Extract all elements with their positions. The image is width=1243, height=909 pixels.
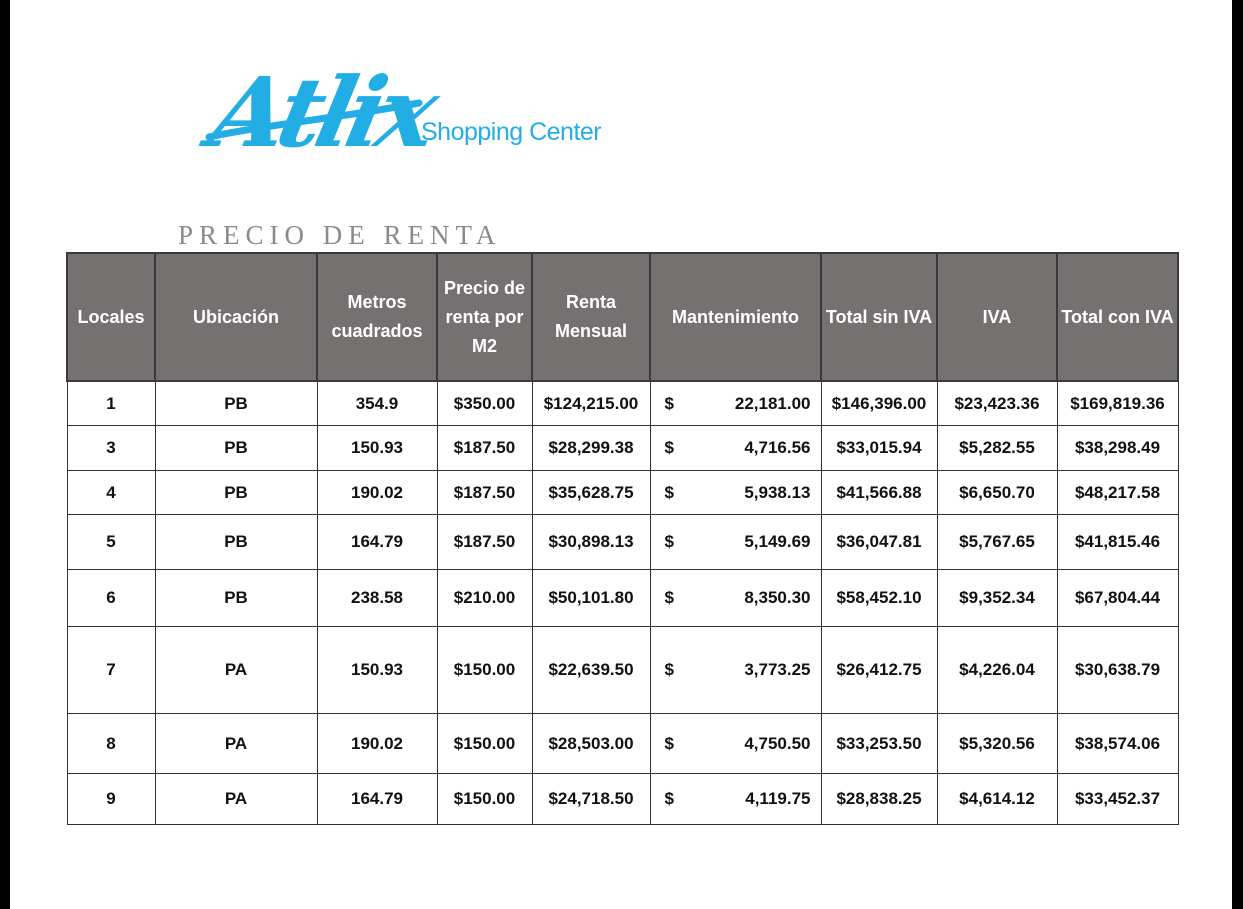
- page-title: PRECIO DE RENTA: [178, 220, 502, 250]
- cell-renta: $22,639.50: [532, 627, 650, 714]
- cell-metros: 150.93: [317, 426, 437, 471]
- cell-precio-m2: $187.50: [437, 471, 532, 515]
- cell-local: 7: [67, 627, 155, 714]
- table-row: [67, 774, 1178, 825]
- cell-ubicacion: PA: [155, 627, 317, 714]
- cell-ubicacion: PB: [155, 426, 317, 471]
- cell-iva: $23,423.36: [937, 381, 1057, 426]
- cell-mantenimiento: [650, 515, 821, 570]
- cell-iva: $6,650.70: [937, 471, 1057, 515]
- cell-renta: $24,718.50: [532, 774, 650, 825]
- header-total-con-iva: Total con IVA: [1057, 253, 1178, 381]
- cell-local: 5: [67, 515, 155, 570]
- cell-precio-m2: $150.00: [437, 714, 532, 774]
- currency-symbol: $: [664, 660, 674, 679]
- cell-precio-m2: $187.50: [437, 426, 532, 471]
- cell-iva: $5,282.55: [937, 426, 1057, 471]
- header-ubicacion: Ubicación: [155, 253, 317, 381]
- cell-metros: 190.02: [317, 714, 437, 774]
- cell-metros: 354.9: [317, 381, 437, 426]
- currency-symbol: $: [664, 588, 674, 607]
- currency-symbol: $: [664, 789, 674, 808]
- document-page: [10, 0, 1232, 909]
- header-precio-m2: Precio de renta por M2: [437, 253, 532, 381]
- cell-mantenimiento: [650, 471, 821, 515]
- cell-renta: $35,628.75: [532, 471, 650, 515]
- cell-precio-m2: $150.00: [437, 627, 532, 714]
- cell-total-sin-iva: $41,566.88: [821, 471, 937, 515]
- cell-renta: $30,898.13: [532, 515, 650, 570]
- cell-iva: $5,320.56: [937, 714, 1057, 774]
- cell-mantenimiento: [650, 627, 821, 714]
- cell-ubicacion: PA: [155, 714, 317, 774]
- table-row: [67, 570, 1178, 627]
- header-metros: Metros cuadrados: [317, 253, 437, 381]
- table-row: [67, 515, 1178, 570]
- mantenimiento-value: 5,149.69: [744, 532, 811, 551]
- cell-mantenimiento: [650, 714, 821, 774]
- cell-local: 1: [67, 381, 155, 426]
- cell-mantenimiento: [650, 381, 821, 426]
- cell-total-sin-iva: $26,412.75: [821, 627, 937, 714]
- cell-total-con-iva: $67,804.44: [1057, 570, 1178, 627]
- cell-ubicacion: PB: [155, 570, 317, 627]
- cell-iva: $4,614.12: [937, 774, 1057, 825]
- mantenimiento-value: 3,773.25: [744, 660, 811, 679]
- cell-precio-m2: $210.00: [437, 570, 532, 627]
- cell-total-con-iva: $169,819.36: [1057, 381, 1178, 426]
- table-row: [67, 426, 1178, 471]
- header-renta: Renta Mensual: [532, 253, 650, 381]
- currency-symbol: $: [664, 733, 674, 753]
- cell-precio-m2: $150.00: [437, 774, 532, 825]
- currency-symbol: $: [664, 482, 674, 502]
- table-row: [67, 714, 1178, 774]
- cell-mantenimiento: [650, 570, 821, 627]
- mantenimiento-value: 4,716.56: [744, 438, 811, 457]
- cell-renta: $124,215.00: [532, 381, 650, 426]
- header-iva: IVA: [937, 253, 1057, 381]
- cell-local: 9: [67, 774, 155, 825]
- cell-iva: $9,352.34: [937, 570, 1057, 627]
- cell-ubicacion: PB: [155, 515, 317, 570]
- cell-total-con-iva: $48,217.58: [1057, 471, 1178, 515]
- cell-local: 3: [67, 426, 155, 471]
- mantenimiento-value: 4,750.50: [744, 733, 811, 753]
- cell-iva: $4,226.04: [937, 627, 1057, 714]
- table-body: [67, 381, 1178, 825]
- cell-mantenimiento: [650, 426, 821, 471]
- cell-total-con-iva: $41,815.46: [1057, 515, 1178, 570]
- header-mantenimiento: Mantenimiento: [650, 253, 821, 381]
- table-row: [67, 627, 1178, 714]
- cell-metros: 164.79: [317, 774, 437, 825]
- cell-ubicacion: PB: [155, 381, 317, 426]
- cell-total-con-iva: $33,452.37: [1057, 774, 1178, 825]
- cell-renta: $50,101.80: [532, 570, 650, 627]
- currency-symbol: $: [664, 532, 674, 551]
- logo-script: Atlix: [201, 56, 443, 169]
- header-locales: Locales: [67, 253, 155, 381]
- mantenimiento-value: 22,181.00: [734, 393, 811, 413]
- cell-renta: $28,299.38: [532, 426, 650, 471]
- cell-mantenimiento: [650, 774, 821, 825]
- cell-iva: $5,767.65: [937, 515, 1057, 570]
- cell-local: 4: [67, 471, 155, 515]
- logo-subtitle: Shopping Center: [421, 118, 602, 146]
- cell-local: 8: [67, 714, 155, 774]
- table-header: [67, 253, 1178, 381]
- brand-logo: [201, 55, 625, 185]
- table-row: [67, 381, 1178, 426]
- cell-total-con-iva: $30,638.79: [1057, 627, 1178, 714]
- mantenimiento-value: 8,350.30: [744, 588, 811, 607]
- cell-total-sin-iva: $33,253.50: [821, 714, 937, 774]
- cell-total-sin-iva: $33,015.94: [821, 426, 937, 471]
- currency-symbol: $: [664, 393, 674, 413]
- cell-ubicacion: PB: [155, 471, 317, 515]
- currency-symbol: $: [664, 438, 674, 457]
- mantenimiento-value: 4,119.75: [745, 789, 811, 808]
- cell-total-sin-iva: $146,396.00: [821, 381, 937, 426]
- cell-total-sin-iva: $28,838.25: [821, 774, 937, 825]
- cell-ubicacion: PA: [155, 774, 317, 825]
- cell-local: 6: [67, 570, 155, 627]
- cell-total-sin-iva: $36,047.81: [821, 515, 937, 570]
- cell-total-sin-iva: $58,452.10: [821, 570, 937, 627]
- cell-renta: $28,503.00: [532, 714, 650, 774]
- cell-metros: 190.02: [317, 471, 437, 515]
- cell-precio-m2: $187.50: [437, 515, 532, 570]
- mantenimiento-value: 5,938.13: [744, 482, 811, 502]
- cell-total-con-iva: $38,574.06: [1057, 714, 1178, 774]
- table-row: [67, 471, 1178, 515]
- cell-metros: 150.93: [317, 627, 437, 714]
- rent-table: [66, 252, 1179, 825]
- header-total-sin-iva: Total sin IVA: [821, 253, 937, 381]
- cell-metros: 238.58: [317, 570, 437, 627]
- cell-metros: 164.79: [317, 515, 437, 570]
- cell-precio-m2: $350.00: [437, 381, 532, 426]
- cell-total-con-iva: $38,298.49: [1057, 426, 1178, 471]
